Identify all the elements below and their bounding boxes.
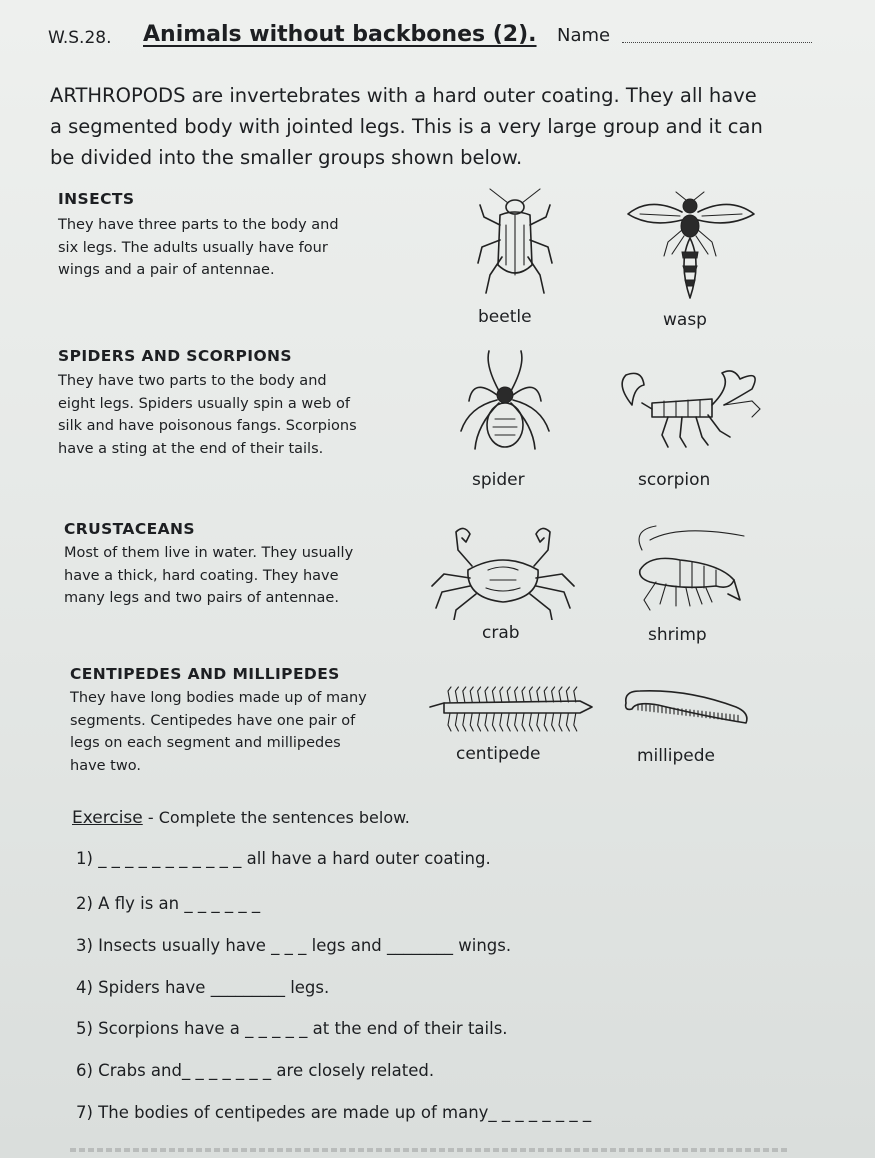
spider-drawing [455,345,555,460]
description-line: have a thick, hard coating. They have [64,567,339,584]
answer-blank[interactable]: _ _ _ _ _ _ [184,894,261,913]
description-line: legs on each segment and millipedes [70,735,341,751]
beetle-drawing [470,185,560,300]
description-line: have two. [70,757,141,774]
question-text: 7) The bodies of centipedes are made up of many [76,1103,489,1122]
intro-line: a segmented body with jointed legs. This is a very large group and it can [50,115,763,138]
description-line: six legs. The adults usually have four [58,239,328,256]
question-text: legs. [284,978,330,997]
beetle-caption: beetle [478,307,532,327]
question-6 [76,1061,434,1080]
footer-smudge [70,1148,790,1152]
exercise-heading [72,808,410,828]
question-text: 2) A fly is an [76,894,185,913]
exercise-instruction: - Complete the sentences below. [142,808,410,827]
shrimp-drawing [620,520,750,620]
question-text: at the end of their tails. [307,1019,508,1038]
answer-blank[interactable]: _ _ _ [271,936,307,955]
insects-heading: INSECTS [58,190,135,208]
description-line: They have two parts to the body and [58,373,327,389]
centipede-drawing [428,685,598,733]
exercise-label: Exercise [72,808,143,828]
question-2 [76,894,260,913]
intro-line: ARTHROPODS are invertebrates with a hard outer coating. They all have [50,84,757,107]
name-label: Name [557,25,611,46]
wasp-caption: wasp [663,310,707,330]
spiders-heading: SPIDERS AND SCORPIONS [58,347,292,365]
centipedes-heading: CENTIPEDES AND MILLIPEDES [70,665,340,683]
question-text: 1) [76,849,99,868]
question-text: all have a hard outer coating. [241,849,491,868]
description-line: Most of them live in water. They usually [64,545,354,561]
question-text: 4) Spiders have [76,978,211,997]
worksheet-code: W.S.28. [48,28,112,48]
millipede-drawing [618,685,756,733]
insects-description [58,214,339,282]
crustaceans-heading: CRUSTACEANS [64,520,195,538]
centipedes-description [70,687,367,777]
intro-line: be divided into the smaller groups shown below. [50,146,523,169]
question-1 [76,849,491,868]
spiders-description [58,370,357,460]
description-line: segments. Centipedes have one pair of [70,712,356,729]
question-text: 6) Crabs and [76,1061,182,1080]
answer-blank[interactable]: _________ [210,978,285,997]
description-line: They have long bodies made up of many [70,690,367,706]
description-line: wings and a pair of antennae. [58,262,275,278]
answer-blank[interactable]: _ _ _ _ _ _ _ [181,1061,272,1080]
millipede-caption: millipede [637,746,715,766]
description-line: They have three parts to the body and [58,217,339,233]
description-line: silk and have poisonous fangs. Scorpions [58,418,357,434]
crustaceans-description [64,542,353,610]
description-line: have a sting at the end of their tails. [58,440,324,457]
question-text: 5) Scorpions have a [76,1019,246,1038]
scorpion-caption: scorpion [638,470,711,490]
question-text: 3) Insects usually have [76,936,272,955]
intro-paragraph [50,80,830,173]
description-line: eight legs. Spiders usually spin a web of [58,395,350,412]
answer-blank[interactable]: _ _ _ _ _ _ _ _ _ _ _ [98,849,242,868]
crab-drawing [428,520,578,620]
description-line: many legs and two pairs of antennae. [64,590,339,606]
answer-blank[interactable]: _ _ _ _ _ [245,1019,308,1038]
spider-caption: spider [472,470,525,490]
question-text: legs and [306,936,388,955]
name-field-line [622,42,812,43]
question-text: are closely related. [271,1061,435,1080]
wasp-drawing [620,190,760,305]
page-title: Animals without backbones (2). [143,22,537,47]
shrimp-caption: shrimp [648,625,707,645]
question-3 [76,936,511,955]
centipede-caption: centipede [456,744,541,764]
crab-caption: crab [482,623,520,643]
question-4 [76,978,329,997]
question-7 [76,1103,591,1122]
answer-blank[interactable]: ________ [387,936,454,955]
question-5 [76,1019,508,1038]
question-text: wings. [453,936,512,955]
answer-blank[interactable]: _ _ _ _ _ _ _ _ [488,1103,592,1122]
scorpion-drawing [612,365,772,450]
